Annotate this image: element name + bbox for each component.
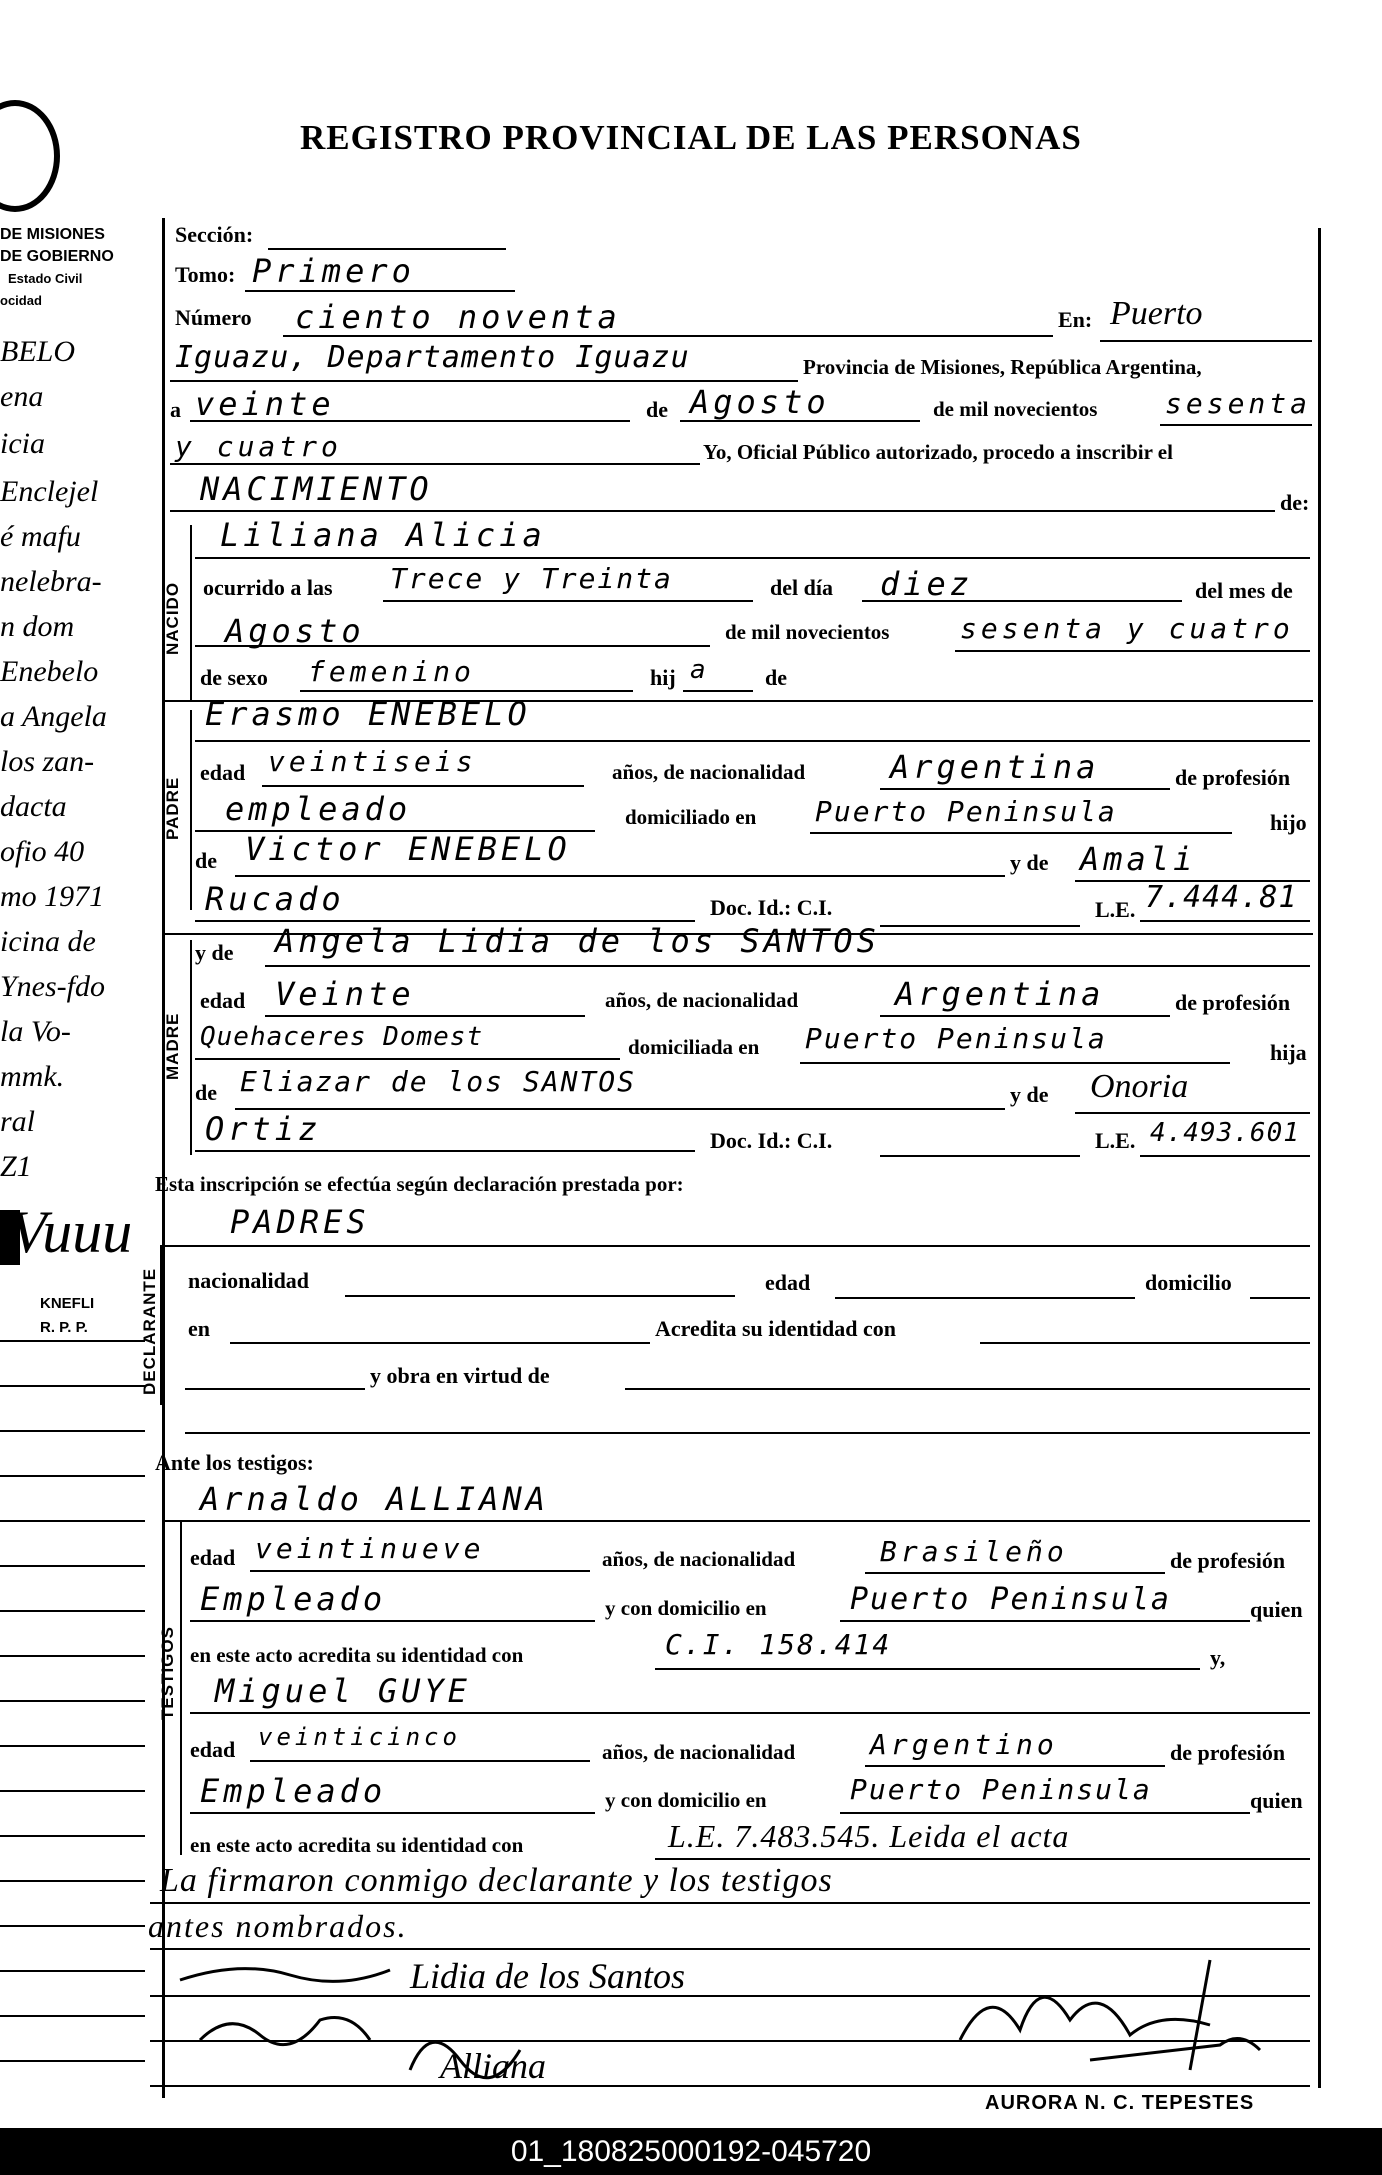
margin-note: Z1 xyxy=(0,1150,32,1183)
page-title: REGISTRO PROVINCIAL DE LAS PERSONAS xyxy=(300,118,1082,157)
field-cierre1: La firmaron conmigo declarante y los testigos xyxy=(160,1862,833,1899)
field-padre-madre2: Rucado xyxy=(205,880,345,918)
margin-note: é mafu xyxy=(0,520,81,553)
margin-note: icia xyxy=(0,427,45,460)
field-testigo2-edad: veinticinco xyxy=(258,1723,461,1751)
side-label-testigos: TESTIGOS xyxy=(158,1626,177,1720)
field-madre-edad: Veinte xyxy=(275,975,415,1013)
label-con-dom-t2: y con domicilio en xyxy=(605,1788,767,1812)
label-en-este-acto-t2: en este acto acredita su identidad con xyxy=(190,1833,524,1857)
label-de-madre: de xyxy=(195,1080,217,1105)
field-testigo2-prof: Empleado xyxy=(200,1772,387,1810)
field-declarante: PADRES xyxy=(230,1203,370,1241)
label-de2: de xyxy=(765,665,787,690)
label-anos-nac-t1: años, de nacionalidad xyxy=(602,1547,796,1571)
office-line: DE MISIONES xyxy=(0,226,105,243)
label-hij: hij xyxy=(650,665,676,690)
handwritten-signatures xyxy=(160,1950,1320,2110)
field-ano2: y cuatro xyxy=(175,430,342,463)
margin-note: ena xyxy=(0,380,44,413)
label-quien-t2: quien xyxy=(1250,1788,1303,1813)
label-de-mil: de mil novecientos xyxy=(933,397,1098,421)
field-testigo1-edad: veintinueve xyxy=(255,1532,485,1565)
field-hora: Trece y Treinta xyxy=(390,562,673,595)
margin-note: a Angela xyxy=(0,700,107,733)
field-madre-nombre: Angela Lidia de los SANTOS xyxy=(275,922,880,960)
margin-note: mo 1971 xyxy=(0,880,105,913)
label-anos-nac-madre: años, de nacionalidad xyxy=(605,988,799,1012)
label-domicilio: domicilio xyxy=(1145,1270,1232,1295)
label-doc-id: Doc. Id.: C.I. xyxy=(710,895,833,920)
office-heading xyxy=(0,224,114,312)
field-testigo2-nombre: Miguel GUYE xyxy=(215,1672,471,1710)
field-ano-nac: sesenta y cuatro xyxy=(960,612,1294,645)
office-line: DE GOBIERNO xyxy=(0,248,114,265)
margin-stamp-name: KNEFLI xyxy=(40,1295,95,1312)
label-de: de xyxy=(646,397,668,422)
label-domiciliada: domiciliada en xyxy=(628,1035,760,1059)
field-padre-prof: empleado xyxy=(225,790,412,828)
label-quien-t1: quien xyxy=(1250,1597,1303,1622)
label-de-mil2: de mil novecientos xyxy=(725,620,890,644)
side-label-declarante: DECLARANTE xyxy=(140,1267,159,1395)
margin-stamp xyxy=(40,1292,94,1340)
field-madre-prof: Quehaceres Domest xyxy=(200,1022,484,1052)
label-obra: y obra en virtud de xyxy=(370,1363,550,1388)
field-testigo1-prof: Empleado xyxy=(200,1580,387,1618)
field-numero: ciento noventa xyxy=(295,298,621,336)
field-padre-nombre: Erasmo ENEBELO xyxy=(205,695,531,733)
label-anos-nac-t2: años, de nacionalidad xyxy=(602,1740,796,1764)
label-de-padre: de xyxy=(195,848,217,873)
field-a-dia: veinte xyxy=(195,385,335,423)
field-madre-madre2: Ortiz xyxy=(205,1110,322,1148)
label-edad-t2: edad xyxy=(190,1737,236,1762)
field-hij: a xyxy=(690,655,710,685)
label-tomo: Tomo: xyxy=(175,262,236,287)
label-nacionalidad: nacionalidad xyxy=(188,1268,310,1293)
label-de-colon: de: xyxy=(1280,490,1310,515)
label-de-prof-t1: de profesión xyxy=(1170,1548,1286,1573)
field-ano: sesenta xyxy=(1165,387,1312,420)
main-left-border xyxy=(162,218,165,2098)
label-le: L.E. xyxy=(1095,897,1136,922)
field-padre-edad: veintiseis xyxy=(268,745,477,778)
label-edad-decl: edad xyxy=(765,1270,811,1295)
label-hija: hija xyxy=(1270,1040,1307,1065)
label-y-de-madre: y de xyxy=(195,940,234,965)
field-lugar: Iguazu, Departamento Iguazu xyxy=(175,340,690,375)
margin-note: Enclejel xyxy=(0,475,99,508)
label-doc-id-madre: Doc. Id.: C.I. xyxy=(710,1128,833,1153)
label-edad-madre: edad xyxy=(200,988,246,1013)
label-y-de-madre2: y de xyxy=(1010,1082,1049,1107)
margin-note: mmk. xyxy=(0,1060,65,1093)
margin-note: dacta xyxy=(0,790,67,823)
field-padre-le: 7.444.81 xyxy=(1145,880,1298,915)
field-sexo: femenino xyxy=(308,655,475,688)
field-acto: NACIMIENTO xyxy=(200,470,433,508)
label-edad-t1: edad xyxy=(190,1545,236,1570)
field-testigo1-nombre: Arnaldo ALLIANA xyxy=(200,1480,549,1518)
field-testigo2-nac: Argentino xyxy=(870,1728,1058,1761)
label-de-prof-madre: de profesión xyxy=(1175,990,1291,1015)
signature-madre: Lidia de los Santos xyxy=(410,1956,686,1996)
field-padre-padre: Victor ENEBELO xyxy=(245,830,571,868)
field-madre-madre: Onoria xyxy=(1090,1068,1189,1105)
label-en: En: xyxy=(1058,307,1093,332)
office-line: ocidad xyxy=(0,293,42,308)
field-madre-padre: Eliazar de los SANTOS xyxy=(240,1065,637,1098)
label-domiciliado: domiciliado en xyxy=(625,805,757,829)
label-con-dom-t1: y con domicilio en xyxy=(605,1596,767,1620)
field-testigo1-dom: Puerto Peninsula xyxy=(850,1582,1171,1617)
field-testigo2-id: L.E. 7.483.545. Leida el acta xyxy=(668,1818,1070,1854)
field-madre-nac: Argentina xyxy=(895,975,1105,1013)
label-yo: Yo, Oficial Público autorizado, procedo a inscribir el xyxy=(703,440,1173,464)
label-de-prof: de profesión xyxy=(1175,765,1291,790)
label-numero: Número xyxy=(175,305,252,330)
margin-note: ral xyxy=(0,1105,36,1138)
margin-note: icina de xyxy=(0,925,96,958)
field-en: Puerto xyxy=(1110,295,1203,332)
label-edad: edad xyxy=(200,760,246,785)
margin-note: los zan- xyxy=(0,745,95,778)
field-mes-nac: Agosto xyxy=(225,612,365,650)
margin-note: n dom xyxy=(0,610,75,643)
label-y-de: y de xyxy=(1010,850,1049,875)
label-en-decl: en xyxy=(188,1316,210,1341)
field-madre-le: 4.493.601 xyxy=(1150,1118,1300,1148)
margin-note: nelebra- xyxy=(0,565,102,598)
margin-signature: Vuuu xyxy=(10,1199,133,1265)
margin-stamp-role: R. P. P. xyxy=(40,1319,88,1336)
field-nombre: Liliana Alicia xyxy=(220,516,546,554)
margin-note: la Vo- xyxy=(0,1015,71,1048)
label-seccion: Sección: xyxy=(175,222,254,247)
label-y-comma: y, xyxy=(1210,1645,1226,1670)
label-ocurrido: ocurrido a las xyxy=(203,575,333,600)
field-testigo1-nac: Brasileño xyxy=(880,1535,1068,1568)
field-testigo2-dom: Puerto Peninsula xyxy=(850,1773,1152,1806)
signature-testigo: Alliana xyxy=(440,2046,546,2086)
field-cierre2: antes nombrados. xyxy=(148,1908,408,1944)
label-declaracion: Esta inscripción se efectúa según declaración prestada por: xyxy=(155,1172,684,1196)
label-del-mes: del mes de xyxy=(1195,578,1293,603)
side-label-nacido: NACIDO xyxy=(163,581,182,655)
field-padre-dom: Puerto Peninsula xyxy=(815,795,1117,828)
field-dia: diez xyxy=(880,565,974,603)
field-tomo: Primero xyxy=(252,252,415,290)
margin-note: BELO xyxy=(0,335,75,368)
field-mes: Agosto xyxy=(690,383,830,421)
label-ante-testigos: Ante los testigos: xyxy=(155,1450,314,1475)
label-en-este-acto-t1: en este acto acredita su identidad con xyxy=(190,1643,524,1667)
field-padre-nac: Argentina xyxy=(890,748,1100,786)
label-del-dia: del día xyxy=(770,575,833,600)
side-label-padre: PADRE xyxy=(163,776,182,840)
side-label-madre: MADRE xyxy=(163,1012,182,1080)
label-de-prof-t2: de profesión xyxy=(1170,1740,1286,1765)
margin-note: Enebelo xyxy=(0,655,99,688)
registrar-stamp: AURORA N. C. TEPESTES xyxy=(985,2092,1255,2114)
label-acredita: Acredita su identidad con xyxy=(655,1316,897,1341)
label-hijo: hijo xyxy=(1270,810,1307,835)
label-anos-nac: años, de nacionalidad xyxy=(612,760,806,784)
field-padre-madre: Amali xyxy=(1080,840,1197,878)
label-a: a xyxy=(170,397,181,422)
field-madre-dom: Puerto Peninsula xyxy=(805,1022,1107,1055)
label-le-madre: L.E. xyxy=(1095,1128,1136,1153)
margin-note: Ynes-fdo xyxy=(0,970,105,1003)
office-line: Estado Civil xyxy=(8,271,83,286)
main-right-border xyxy=(1318,228,1321,2088)
field-testigo1-id: C.I. 158.414 xyxy=(665,1628,892,1661)
margin-note: ofio 40 xyxy=(0,835,85,868)
label-provincia: Provincia de Misiones, República Argentina, xyxy=(803,355,1202,379)
label-de-sexo: de sexo xyxy=(200,665,268,690)
document-id-bar: 01_180825000192-045720 xyxy=(0,2128,1382,2175)
coat-of-arms-seal xyxy=(0,100,60,212)
